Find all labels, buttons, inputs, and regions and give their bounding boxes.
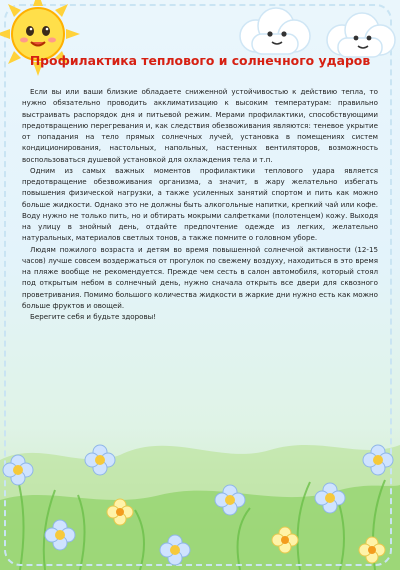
article-body bbox=[22, 86, 378, 322]
page-title: Профилактика теплового и солнечного ударов bbox=[29, 53, 371, 68]
flower-icon bbox=[0, 400, 400, 570]
paragraph: Если вы или ваши близкие обладаете сниженной устойчивостью к действию тепла, то нужно обязательно проводить акклиматизацию к высоким температурам: правильно выстраивать распорядок дня и питьевой режим. Мерами профилактики, способствующими предотвращению перегревания и, как следствия обезвоживания являются: теневое укрытие от попадания на тело прямых солнечных лучей, установка в помещениях систем кондиционирования, настольных, напольных, настенных вентиляторов, возможность воспользоваться душевой установкой для охлаждения тела и т.п. bbox=[22, 87, 378, 164]
paragraph: Одним из самых важных моментов профилактики теплового удара является предотвращение обезвоживания организма, а значит, в жару желательно избегать повышения физической нагрузки, а также усиленных занятий спортом и пить как можно больше жидкости. Однако это не должны быть алкогольные напитки, крепкий чай или кофе. Воду нужно не только пить, но и обтирать мокрыми салфетками (полотенцем) кожу. Выходя на улицу в знойный день, отдайте предпочтение одежде из легких, желательно натуральных, материалов светлых тонов, а также помните о головном уборе. bbox=[22, 165, 378, 243]
closing-line: Берегите себя и будьте здоровы! bbox=[30, 312, 157, 321]
paragraph: Людям пожилого возраста и детям во время повышенной солнечной активности (12-15 часов) лучше совсем воздержаться от прогулок по свежему воздуху, находиться в это время на пляже вообще не рекомендуется. Прежде чем сесть в салон автомобиля, который стоял под открытым небом в солнечный день, нужно сначала открыть все двери для сквозного проветривания. Помимо большого количества жидкости в жаркие дни нужно есть как можно больше фруктов и овощей. bbox=[22, 244, 378, 310]
